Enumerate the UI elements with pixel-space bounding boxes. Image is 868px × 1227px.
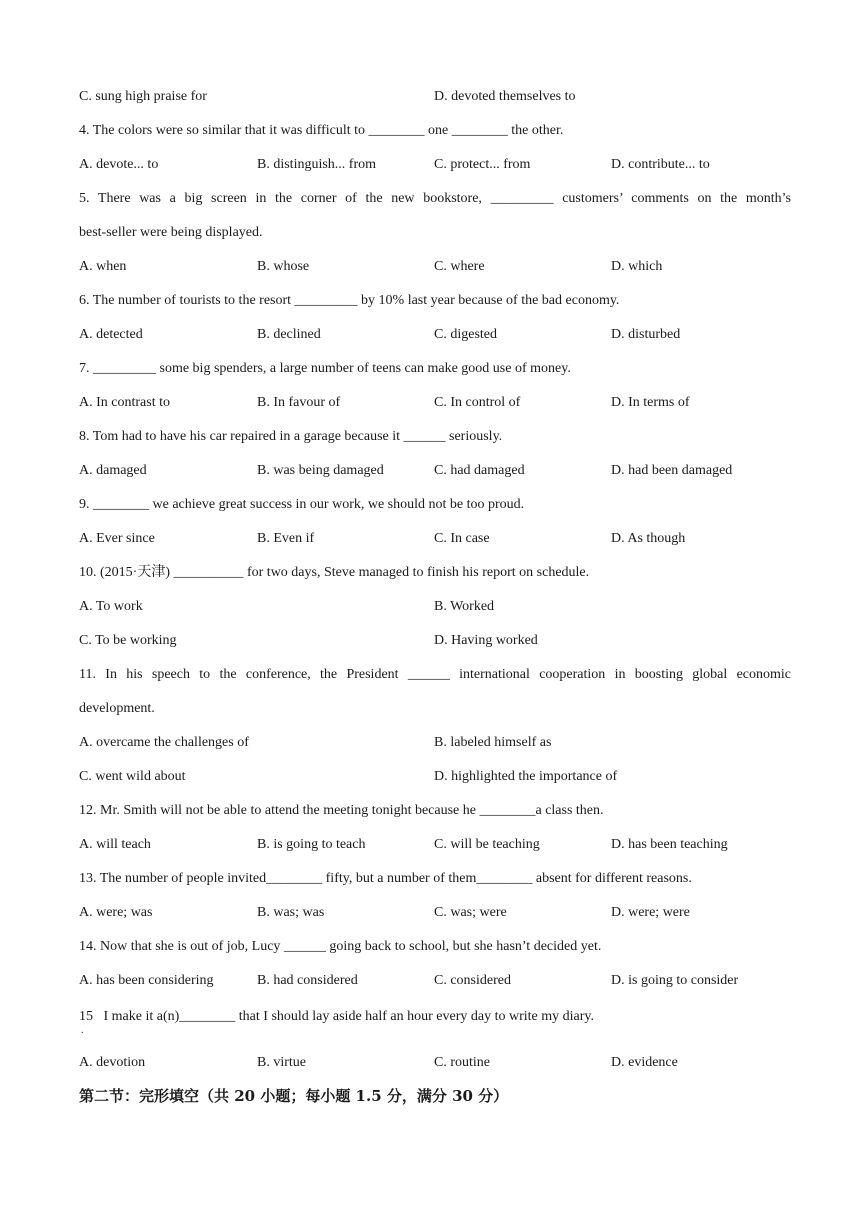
q10-stem: 10. (2015·天津) __________ for two days, Steve managed to finish his report on schedule. — [79, 565, 590, 580]
q12-stem: 12. Mr. Smith will not be able to attend the meeting tonight because he ________a class then. — [79, 803, 604, 818]
q5-option-a: A. when — [79, 259, 127, 274]
q15-option-b: B. virtue — [257, 1055, 306, 1070]
q5-stem-line2: best-seller were being displayed. — [79, 225, 263, 240]
q10-option-b: B. Worked — [434, 599, 495, 614]
q15-option-a: A. devotion — [79, 1055, 146, 1070]
section-heading: 第二节：完形填空（共 20 小题；每小题 1.5 分，满分 30 分） — [79, 1087, 509, 1105]
q11-option-b: B. labeled himself as — [434, 735, 552, 750]
q8-option-b: B. was being damaged — [257, 463, 384, 478]
q5-option-c: C. where — [434, 259, 485, 274]
q6-stem: 6. The number of tourists to the resort _________ by 10% last year because of the bad economy. — [79, 293, 620, 308]
q11-option-d: D. highlighted the importance of — [434, 769, 618, 784]
q12-option-a: A. will teach — [79, 837, 151, 852]
q9-option-c: C. In case — [434, 531, 490, 546]
q13-option-b: B. was; was — [257, 905, 325, 920]
q10-option-c: C. To be working — [79, 633, 177, 648]
q4-option-d: D. contribute... to — [611, 157, 710, 172]
q4-option-b: B. distinguish... from — [257, 157, 377, 172]
q5-stem-line1: 5. There was a big screen in the corner of the new bookstore, _________ customers’ comments on the month’s — [79, 191, 791, 206]
q11-stem-line2: development. — [79, 701, 155, 716]
q3-option-c: C. sung high praise for — [79, 89, 207, 104]
q11-stem-line1: 11. In his speech to the conference, the President ______ international cooperation in boosting global economic — [79, 667, 791, 682]
q13-option-a: A. were; was — [79, 905, 153, 920]
q14-option-c: C. considered — [434, 973, 511, 988]
q5-option-b: B. whose — [257, 259, 310, 274]
q14-option-d: D. is going to consider — [611, 973, 739, 988]
q15-stem: 15 I make it a(n)________ that I should lay aside half an hour every day to write my diary. — [79, 1009, 595, 1024]
q15-option-d: D. evidence — [611, 1055, 678, 1070]
q13-stem: 13. The number of people invited________ fifty, but a number of them________ absent for different reasons. — [79, 871, 692, 886]
q8-stem: 8. Tom had to have his car repaired in a garage because it ______ seriously. — [79, 429, 503, 444]
q4-stem: 4. The colors were so similar that it was difficult to ________ one ________ the other. — [79, 123, 564, 138]
q3-option-d: D. devoted themselves to — [434, 89, 576, 104]
q15-option-c: C. routine — [434, 1055, 490, 1070]
q9-option-d: D. As though — [611, 531, 686, 546]
q7-option-a: A. In contrast to — [79, 395, 170, 410]
q9-option-b: B. Even if — [257, 531, 315, 546]
q10-option-a: A. To work — [79, 599, 143, 614]
q6-option-b: B. declined — [257, 327, 321, 342]
q8-option-a: A. damaged — [79, 463, 147, 478]
stray-dot-mark: . — [81, 1025, 84, 1036]
q8-option-c: C. had damaged — [434, 463, 525, 478]
q5-option-d: D. which — [611, 259, 663, 274]
q10-option-d: D. Having worked — [434, 633, 538, 648]
q11-option-c: C. went wild about — [79, 769, 186, 784]
q12-option-c: C. will be teaching — [434, 837, 540, 852]
q8-option-d: D. had been damaged — [611, 463, 733, 478]
q14-option-b: B. had considered — [257, 973, 358, 988]
q9-stem: 9. ________ we achieve great success in our work, we should not be too proud. — [79, 497, 525, 512]
q14-stem: 14. Now that she is out of job, Lucy ______ going back to school, but she hasn’t decided yet. — [79, 939, 602, 954]
q4-option-a: A. devote... to — [79, 157, 159, 172]
q12-option-d: D. has been teaching — [611, 837, 728, 852]
q6-option-a: A. detected — [79, 327, 143, 342]
q9-option-a: A. Ever since — [79, 531, 155, 546]
q7-stem: 7. _________ some big spenders, a large number of teens can make good use of money. — [79, 361, 571, 376]
q11-option-a: A. overcame the challenges of — [79, 735, 249, 750]
q7-option-b: B. In favour of — [257, 395, 341, 410]
q4-option-c: C. protect... from — [434, 157, 531, 172]
q14-option-a: A. has been considering — [79, 973, 214, 988]
q6-option-d: D. disturbed — [611, 327, 681, 342]
q6-option-c: C. digested — [434, 327, 497, 342]
q13-option-d: D. were; were — [611, 905, 690, 920]
q7-option-c: C. In control of — [434, 395, 521, 410]
q12-option-b: B. is going to teach — [257, 837, 366, 852]
q13-option-c: C. was; were — [434, 905, 507, 920]
q7-option-d: D. In terms of — [611, 395, 690, 410]
